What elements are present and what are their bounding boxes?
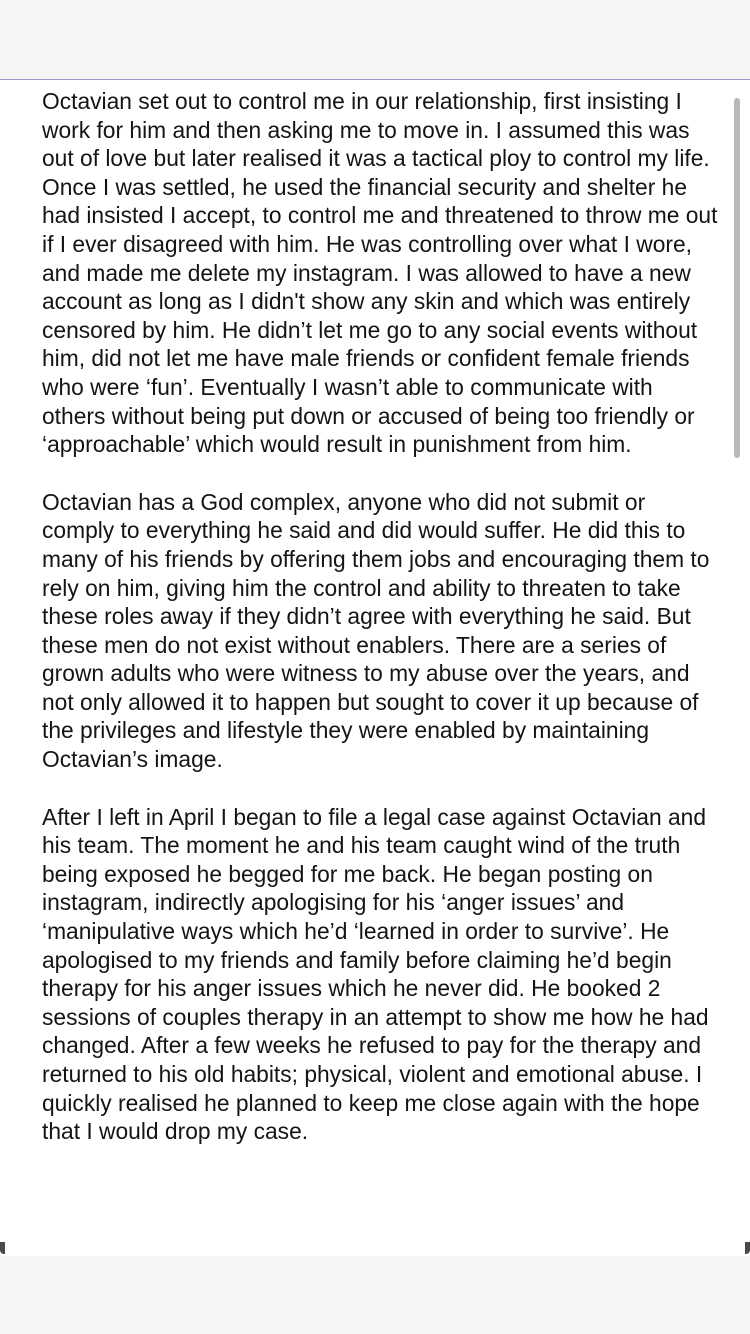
bottom-blank-area [0,1256,750,1334]
vertical-scrollbar-thumb[interactable] [734,98,740,458]
page-corner-right [745,1242,750,1254]
page-corner-left [0,1242,5,1254]
paragraph-3: After I left in April I began to file a legal case against Octavian and his team. The moment he and his team caught wind of the truth being exposed he begged for me back. He began posting on instagram, indirectly apologising for his ‘anger issues’ and ‘manipulative ways which he’d ‘learned in order to survive’. He apologised to my friends and family before claiming he’d begin therapy for his anger issues which he never did. He booked 2 sessions of couples therapy in an attempt to show me how he had changed. After a few weeks he refused to pay for the therapy and returned to his old habits; physical, violent and emotional abuse. I quickly realised he planned to keep me close again with the hope that I would drop my case. [42,803,709,1145]
paragraph-2: Octavian has a God complex, anyone who did not submit or comply to everything he said and did would suffer. He did this to many of his friends by offering them jobs and encouraging them to rely on him, giving him the control and ability to threaten to take these roles away if they didn’t agree with everything he said. But these men do not exist without enablers. There are a series of grown adults who were witness to my abuse over the years, and not only allowed it to happen but sought to cover it up because of the privileges and lifestyle they were enabled by maintaining Octavian’s image. [42,488,710,773]
paragraph-1: Octavian set out to control me in our relationship, first insisting I work for him and then asking me to move in. I assumed this was out of love but later realised it was a tactical ploy to control my life. Once I was settled, he used the financial security and shelter he had insisted I accept, to control me and threatened to throw me out if I ever disagreed with him. He was controlling over what I wore, and made me delete my instagram. I was allowed to have a new account as long as I didn't show any skin and which was entirely censored by him. He didn’t let me go to any social events without him, did not let me have male friends or confident female friends who were ‘fun’. Eventually I wasn’t able to communicate with others without being put down or accused of being too friendly or ‘approachable’ which would result in punishment from him. [42,88,718,458]
document-body [42,87,722,1175]
document-page[interactable] [0,80,750,1256]
top-blank-area [0,0,750,79]
